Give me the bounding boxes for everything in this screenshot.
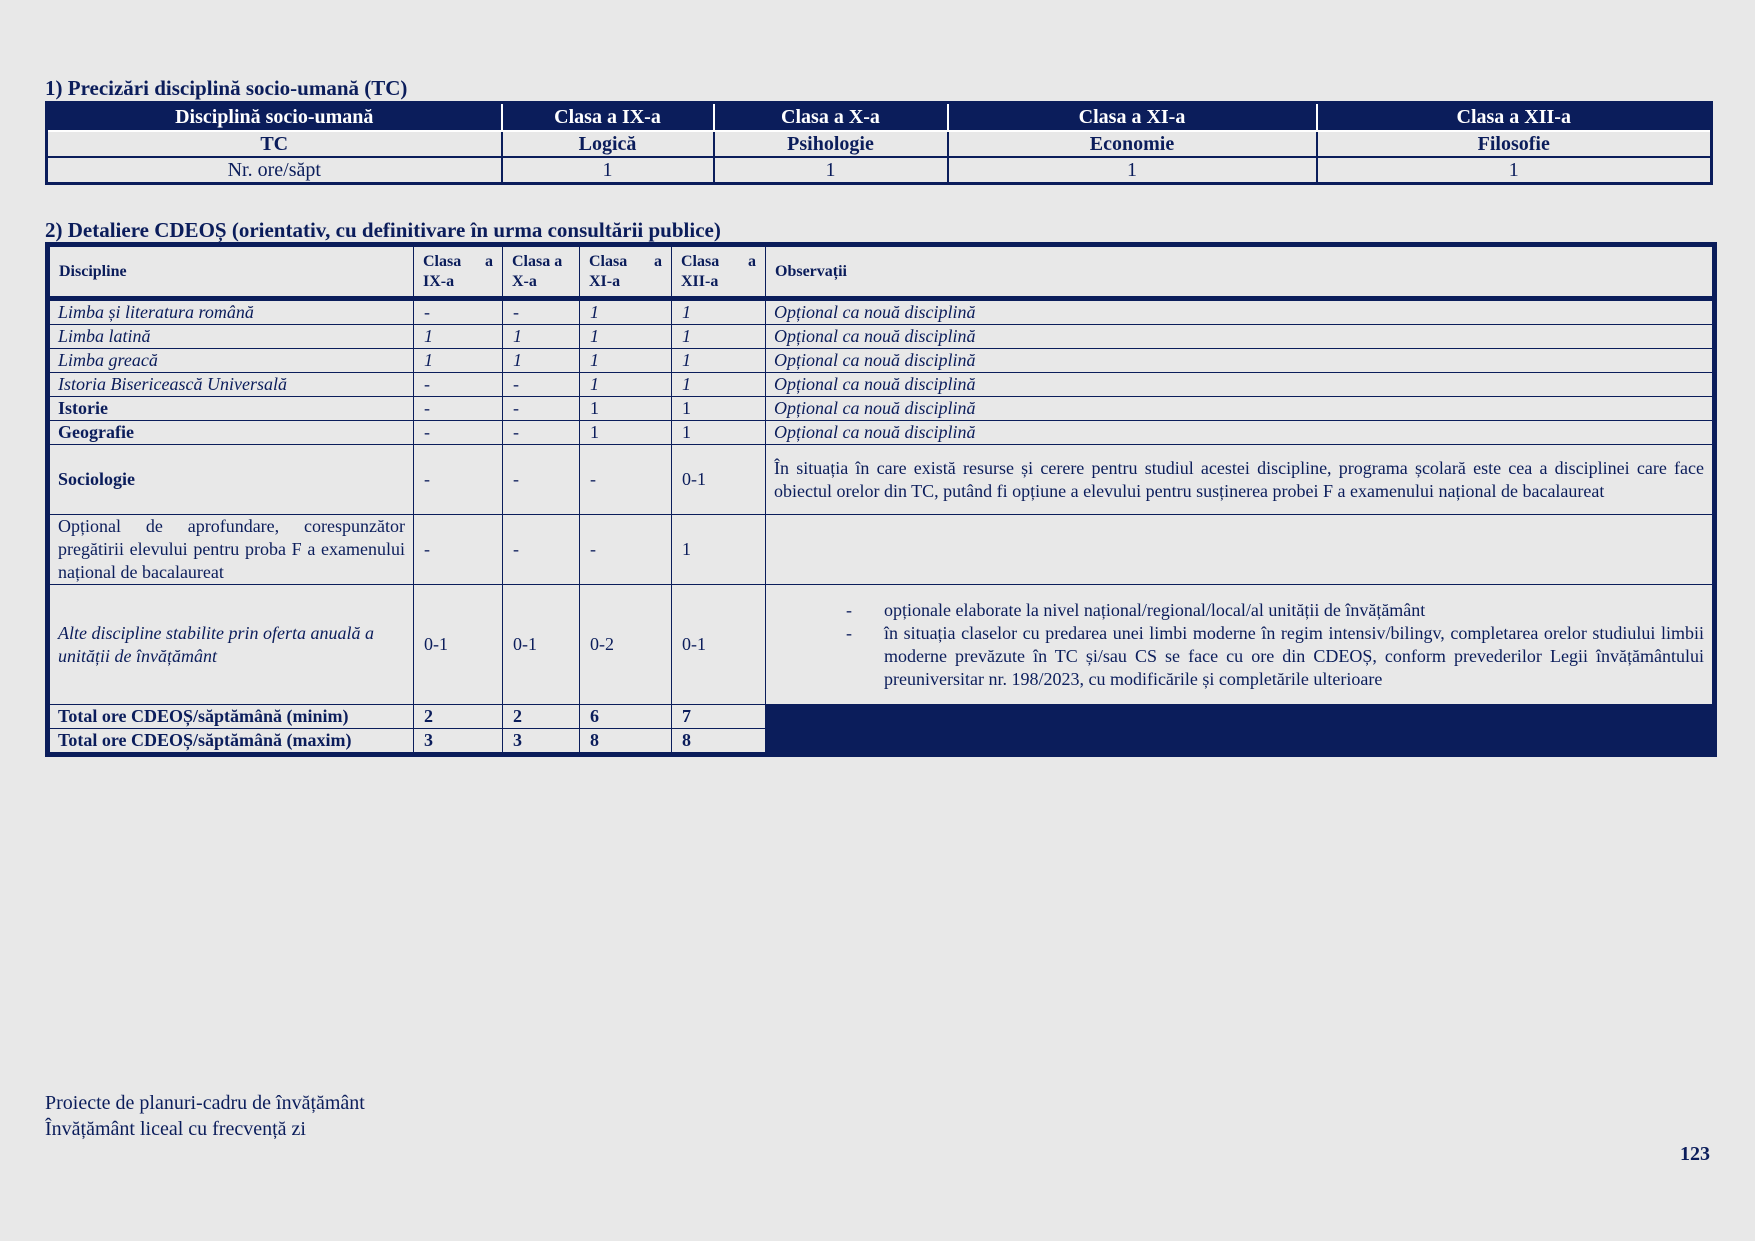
observation-cell [766,515,1715,585]
observation-list [774,599,1704,691]
header-class-10: Clasa a X-a [503,245,580,299]
hours-cell: - [503,421,580,445]
total-cell: 8 [580,729,672,755]
table-row [48,349,1715,373]
observation-cell: Opțional ca nouă disciplină [766,421,1715,445]
total-row [48,729,1715,755]
hours-cell: - [414,299,503,325]
hours-cell: 1 [672,421,766,445]
table-header-row [47,103,1712,132]
hours-cell: - [503,515,580,585]
table-cell: 1 [948,157,1317,184]
table-row [48,373,1715,397]
hours-cell: 1 [580,325,672,349]
total-cell: 2 [414,705,503,729]
hours-cell: - [414,445,503,515]
table-row [48,515,1715,585]
hours-cell: - [503,445,580,515]
hours-cell: 1 [672,325,766,349]
hours-cell: 1 [672,299,766,325]
discipline-name: Alte discipline stabilite prin oferta anuală a unității de învățământ [48,585,414,705]
socio-human-table [45,101,1713,185]
hours-cell: - [414,421,503,445]
list-item [846,622,1704,691]
hours-cell: - [503,397,580,421]
page-number: 123 [1680,1143,1710,1165]
total-cell: 6 [580,705,672,729]
list-item-text: în situația claselor cu predarea unei limbi moderne în regim intensiv/bilingv, completarea orelor studiului limbii moderne prevăzute în TC și/sau CS se face cu ore din CDEOȘ, conform prevederilor Legii învățământului preuniversitar nr. 198/2023, cu modificările și completările ulterioare [884,622,1704,689]
table-cell: Psihologie [714,131,948,157]
footer-line: Proiecte de planuri-cadru de învățământ [45,1092,365,1114]
discipline-name: Istoria Bisericească Universală [48,373,414,397]
total-label: Total ore CDEOȘ/săptămână (minim) [48,705,414,729]
table-cell: Filosofie [1317,131,1712,157]
observation-cell: Opțional ca nouă disciplină [766,349,1715,373]
table-row [48,299,1715,325]
hours-cell: 0-1 [672,585,766,705]
observation-cell: Opțional ca nouă disciplină [766,325,1715,349]
table-cell: Nr. ore/săpt [47,157,502,184]
header-class-11: Clasa a XI-a [580,245,672,299]
table-row [48,585,1715,705]
hours-cell: - [503,299,580,325]
discipline-name: Sociologie [48,445,414,515]
hours-cell: 1 [672,397,766,421]
hours-cell: 1 [580,397,672,421]
hours-cell: 0-2 [580,585,672,705]
hours-cell: 0-1 [672,445,766,515]
section1-title: 1) Precizări disciplină socio-umană (TC) [45,76,408,100]
header-class-12: Clasa a XII-a [1317,103,1712,132]
total-cell: 8 [672,729,766,755]
table-cell: 1 [502,157,714,184]
shaded-cell [766,729,1715,755]
observation-cell: Opțional ca nouă disciplină [766,373,1715,397]
hours-cell: 1 [672,373,766,397]
header-observations: Observații [766,245,1715,299]
total-cell: 3 [414,729,503,755]
total-cell: 3 [503,729,580,755]
hours-cell: 1 [672,515,766,585]
hours-cell: 1 [503,349,580,373]
header-discipline: Disciplină socio-umană [47,103,502,132]
header-class-9: Clasa a IX-a [502,103,714,132]
hours-cell: - [414,397,503,421]
table-row [48,397,1715,421]
cdeos-table [45,242,1717,757]
table-header-row [48,245,1715,299]
list-bullet: - [846,599,852,620]
page-footer [45,1090,365,1142]
discipline-name: Geografie [48,421,414,445]
table-cell: 1 [1317,157,1712,184]
hours-cell: 1 [580,299,672,325]
discipline-name: Opțional de aprofundare, corespunzător pregătirii elevului pentru proba F a examenului național de bacalaureat [48,515,414,585]
total-row [48,705,1715,729]
total-cell: 7 [672,705,766,729]
observation-cell: Opțional ca nouă disciplină [766,397,1715,421]
list-item [846,599,1704,622]
list-bullet: - [846,622,852,643]
list-item-text: opționale elaborate la nivel național/regional/local/al unității de învățământ [884,599,1426,620]
footer-line: Învățământ liceal cu frecvență zi [45,1118,306,1140]
section2-title: 2) Detaliere CDEOȘ (orientativ, cu definitivare în urma consultării publice) [45,218,721,242]
table-row [47,131,1712,157]
observation-cell [766,585,1715,705]
discipline-name: Istorie [48,397,414,421]
table-row [47,157,1712,184]
hours-cell: 1 [580,373,672,397]
hours-cell: 1 [580,421,672,445]
total-cell: 2 [503,705,580,729]
table-cell: TC [47,131,502,157]
hours-cell: 1 [503,325,580,349]
header-class-12: Clasa a XII-a [672,245,766,299]
discipline-name: Limba latină [48,325,414,349]
total-label: Total ore CDEOȘ/săptămână (maxim) [48,729,414,755]
hours-cell: 0-1 [503,585,580,705]
header-class-11: Clasa a XI-a [948,103,1317,132]
header-discipline: Discipline [48,245,414,299]
hours-cell: - [580,445,672,515]
hours-cell: - [414,515,503,585]
discipline-name: Limba și literatura română [48,299,414,325]
observation-cell: Opțional ca nouă disciplină [766,299,1715,325]
hours-cell: 0-1 [414,585,503,705]
header-class-10: Clasa a X-a [714,103,948,132]
hours-cell: 1 [414,325,503,349]
table-cell: Economie [948,131,1317,157]
header-class-9: Clasa a IX-a [414,245,503,299]
discipline-name: Limba greacă [48,349,414,373]
observation-cell: În situația în care există resurse și cerere pentru studiul acestei discipline, programa școlară este cea a disciplinei care face obiectul orelor din TC, putând fi opțiune a elevului pentru susținerea probei F a examenului național de bacalaureat [766,445,1715,515]
table-cell: Logică [502,131,714,157]
table-row [48,325,1715,349]
hours-cell: - [503,373,580,397]
hours-cell: 1 [672,349,766,373]
table-row [48,421,1715,445]
table-cell: 1 [714,157,948,184]
hours-cell: 1 [580,349,672,373]
hours-cell: - [414,373,503,397]
table-row [48,445,1715,515]
hours-cell: - [580,515,672,585]
hours-cell: 1 [414,349,503,373]
shaded-cell [766,705,1715,729]
